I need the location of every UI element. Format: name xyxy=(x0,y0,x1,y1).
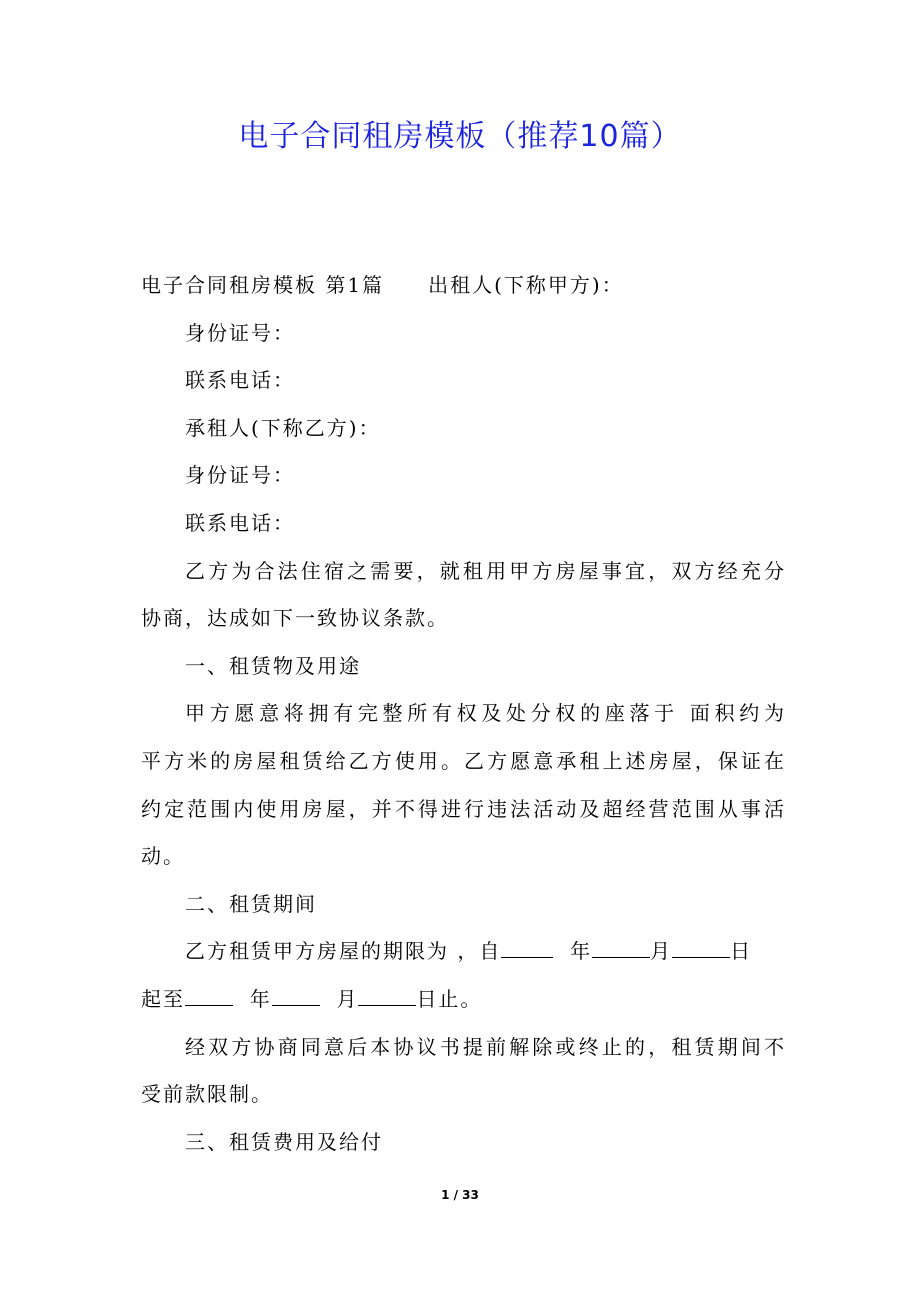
paragraph-line: 约定范围内使用房屋，并不得进行违法活动及超经营范围从事活 xyxy=(141,796,786,821)
blank-field xyxy=(272,983,320,1006)
clause-heading: 一、租赁物及用途 xyxy=(185,653,361,678)
paragraph-line: 平方米的房屋租赁给乙方使用。乙方愿意承租上述房屋，保证在 xyxy=(141,748,786,773)
year-label: 年 xyxy=(570,939,593,964)
blank-field xyxy=(501,935,553,958)
document-body xyxy=(141,262,786,1166)
year-label: 年 xyxy=(249,986,272,1011)
lessor-label: 出租人(下称甲方)： xyxy=(428,273,624,297)
page-number: 1 / 33 xyxy=(441,1188,479,1202)
day-end-label: 日止。 xyxy=(416,986,483,1011)
paragraph-line: 受前款限制。 xyxy=(141,1082,273,1107)
paragraph-line: 甲方愿意将拥有完整所有权及处分权的座落于 面积约为 xyxy=(185,701,786,726)
clause-heading: 三、租赁费用及给付 xyxy=(185,1129,383,1154)
paragraph-line: 动。 xyxy=(141,844,185,869)
lessor-id-label: 身份证号： xyxy=(185,320,295,345)
month-label: 月 xyxy=(336,986,359,1011)
document-title: 电子合同租房模板（推荐10篇） xyxy=(238,119,682,154)
lessor-phone-label: 联系电话： xyxy=(185,368,295,393)
lessee-phone-label: 联系电话： xyxy=(185,510,295,535)
blank-field xyxy=(185,983,233,1006)
paragraph-line: 协商，达成如下一致协议条款。 xyxy=(141,606,449,631)
paragraph-line xyxy=(141,976,786,1024)
blank-field xyxy=(672,935,730,958)
paragraph-line: 乙方为合法住宿之需要，就租用甲方房屋事宜，双方经充分 xyxy=(185,558,786,583)
month-label: 月 xyxy=(650,939,673,964)
paragraph-line xyxy=(141,928,786,976)
lease-term-text: 乙方租赁甲方房屋的期限为 ，自 xyxy=(185,939,502,964)
day-label: 日 xyxy=(730,939,753,964)
section-heading: 电子合同租房模板 第1篇 xyxy=(141,273,385,297)
clause-heading: 二、租赁期间 xyxy=(185,891,317,916)
lessee-id-label: 身份证号： xyxy=(185,463,295,488)
blank-field xyxy=(592,935,650,958)
until-label: 起至 xyxy=(141,986,185,1011)
paragraph-line: 经双方协商同意后本协议书提前解除或终止的，租赁期间不 xyxy=(185,1034,786,1059)
blank-field xyxy=(358,983,416,1006)
lessee-label: 承租人(下称乙方)： xyxy=(185,415,381,440)
paragraph-line xyxy=(141,262,786,310)
